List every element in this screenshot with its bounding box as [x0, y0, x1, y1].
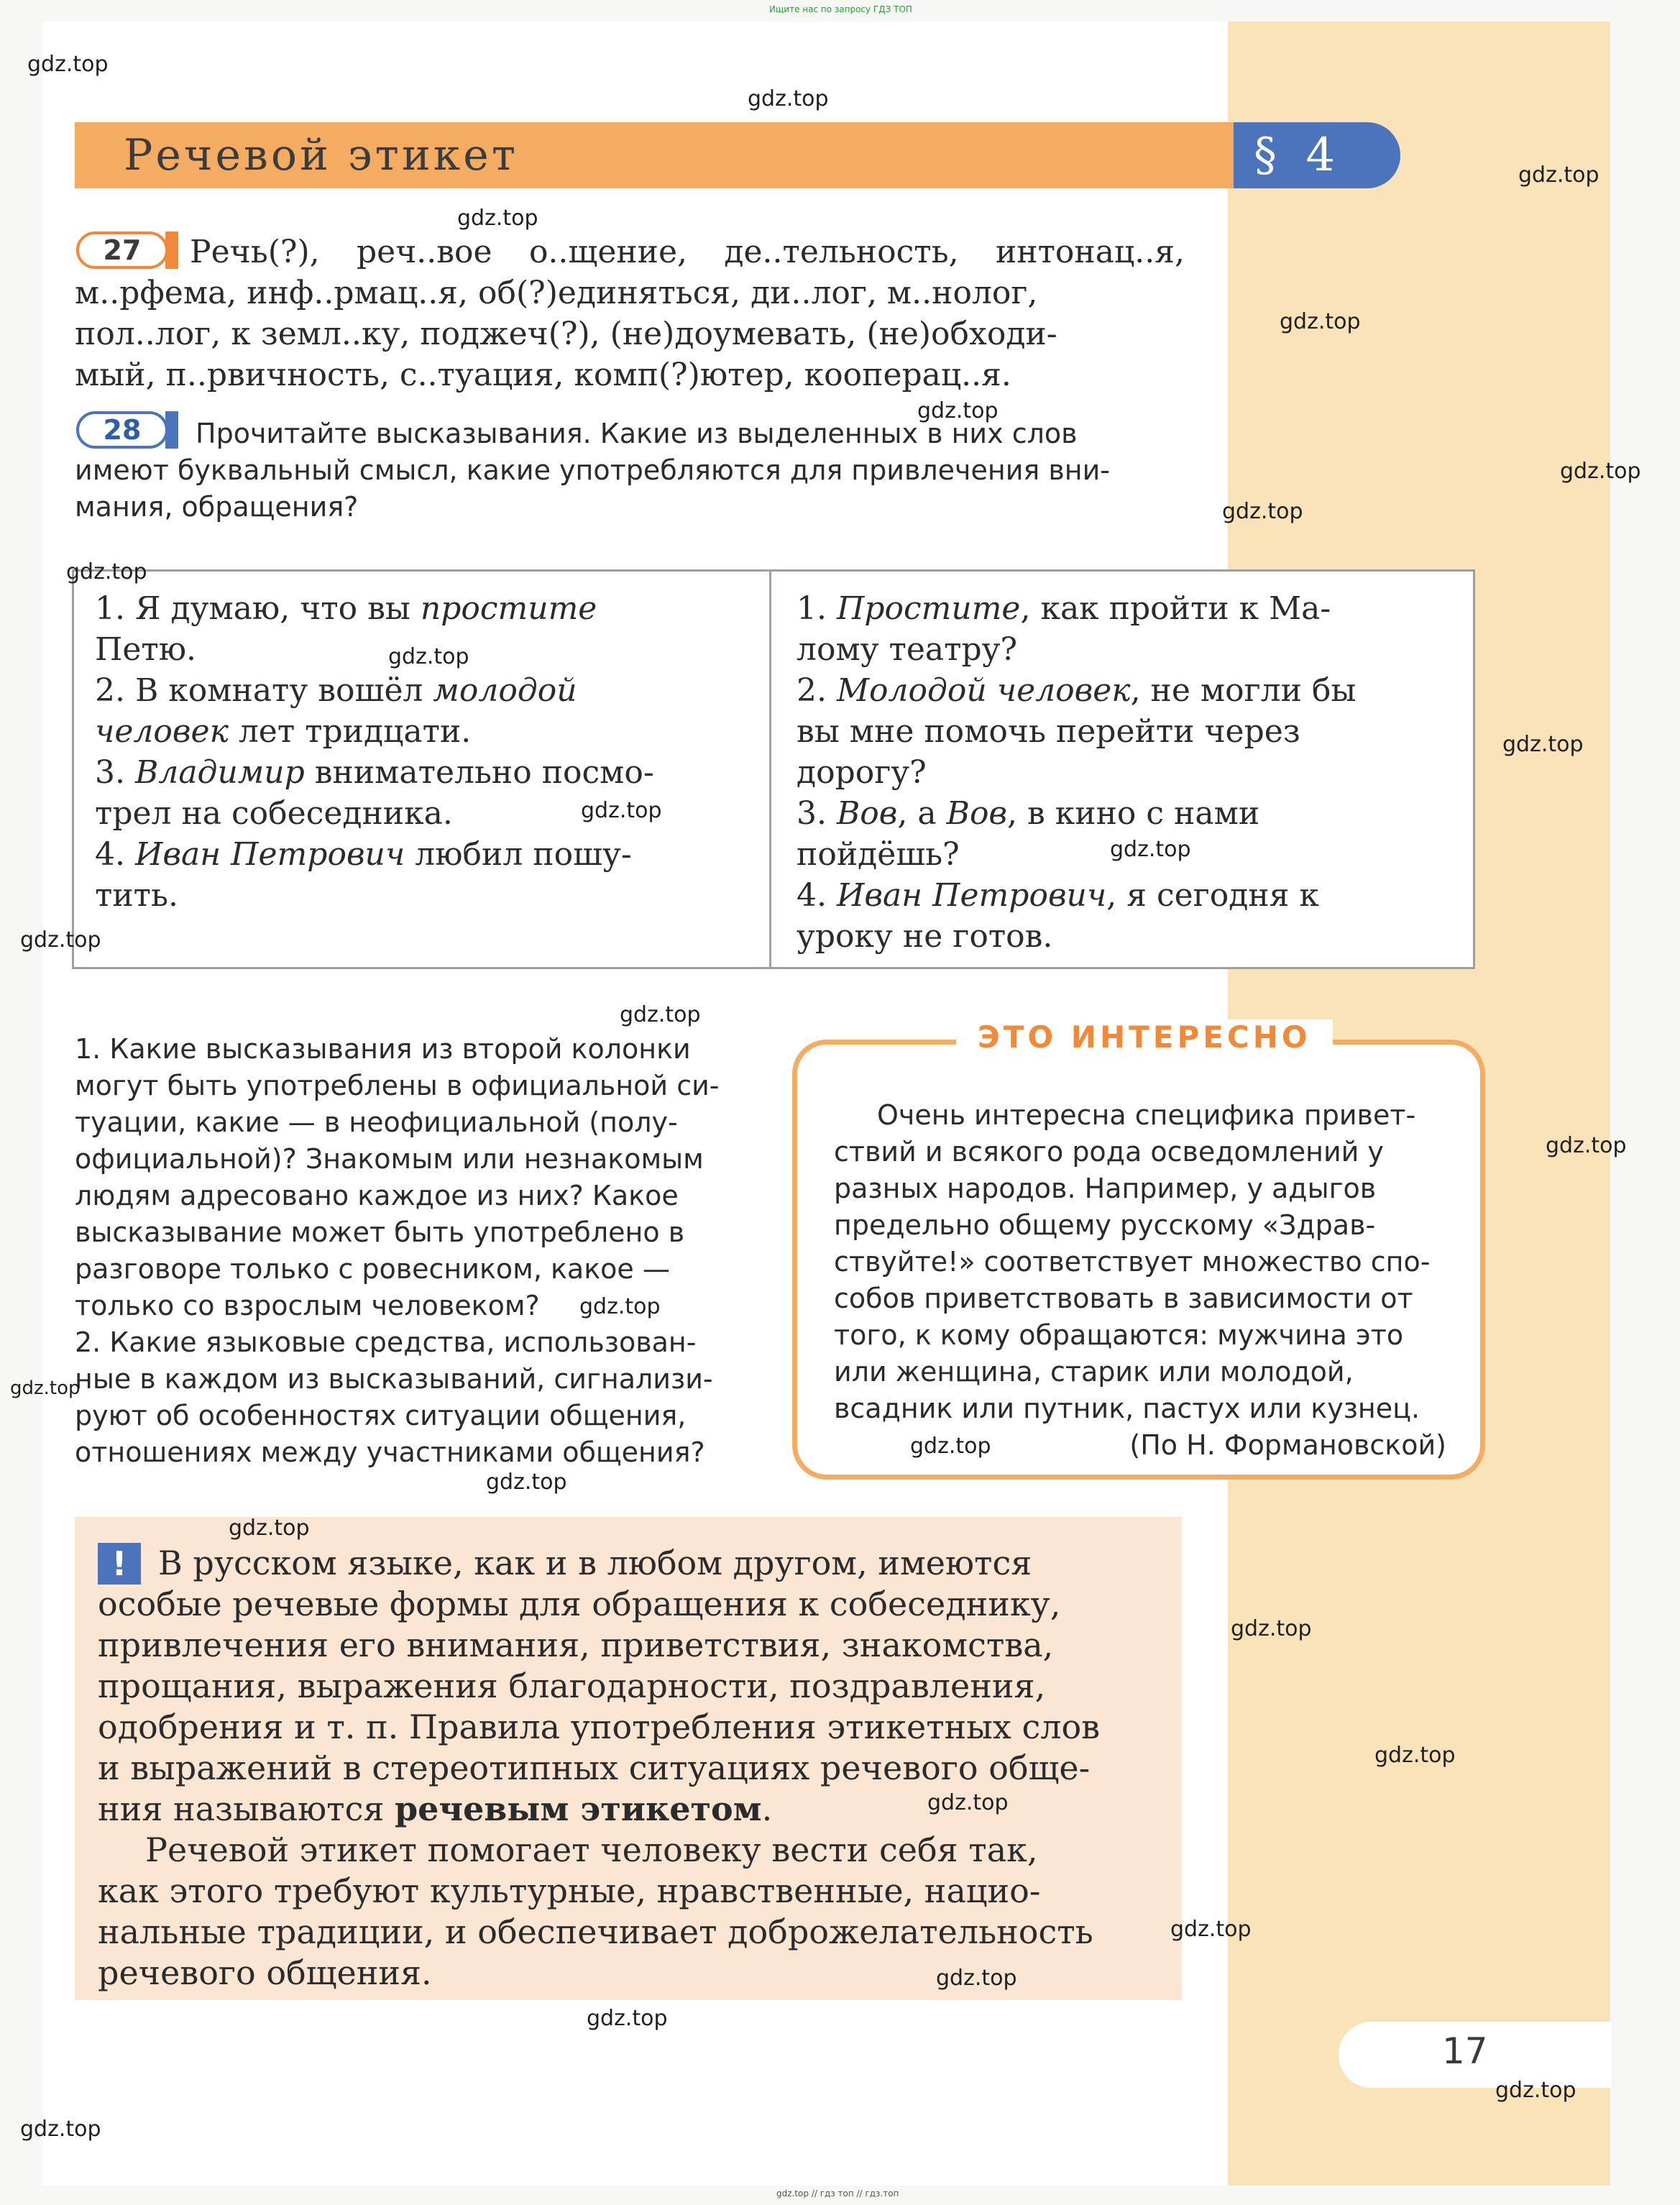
watermark: gdz.top [620, 1002, 701, 1027]
watermark: gdz.top [581, 798, 662, 823]
interesting-line: ствий и всякого рода осведомлений у [834, 1136, 1384, 1168]
exercise-28-instruction [196, 416, 1185, 452]
exercise-28-questions [75, 1031, 759, 1471]
rule-line: В русском языке, как и в любом другом, имеются [158, 1544, 1032, 1582]
quote-line: пойдёшь? [797, 836, 960, 873]
watermark: gdz.top [1518, 162, 1599, 188]
exercise-27-text-cont [75, 272, 1185, 395]
exclamation-icon: ! [98, 1543, 141, 1585]
watermark: gdz.top [1502, 732, 1584, 757]
quote-line: 1. Простите, как пройти к Ма- [797, 590, 1331, 627]
question-line: 1. Какие высказывания из второй колонки [75, 1033, 691, 1065]
watermark: gdz.top [927, 1790, 1009, 1815]
quote-line: 4. Иван Петрович любил пошу- [95, 836, 632, 873]
quotes-left-column [95, 588, 654, 916]
watermark: gdz.top [1546, 1133, 1627, 1158]
exercise-27-line: Речь(?), реч..вое о..щение, де..тельность, интонац..я, [190, 234, 1185, 270]
exercise-28-line: мания, обращения? [75, 491, 359, 523]
interesting-line: предельно общему русскому «Здрав- [834, 1209, 1376, 1241]
exercise-27-line: пол..лог, к земл..ку, поджеч(?), (не)доумевать, (не)обходи- [75, 316, 1057, 352]
question-line: людям адресовано каждое из них? Какое [75, 1180, 679, 1211]
watermark: gdz.top [1222, 499, 1303, 524]
watermark: gdz.top [936, 1966, 1017, 1991]
interesting-line: или женщина, старик или молодой, [834, 1356, 1354, 1388]
interesting-fact-source: (По Н. Формановской) [1129, 1429, 1446, 1461]
page-number: 17 [1442, 2030, 1488, 2072]
exercise-27-line: м..рфема, инф..рмац..я, об(?)единяться, ди..лог, м..нолог, [75, 275, 1038, 311]
quote-line: трел на собеседника. [95, 795, 453, 832]
watermark: gdz.top [1170, 1917, 1252, 1942]
interesting-line: Очень интересна специфика привет- [877, 1099, 1416, 1131]
quote-line: уроку не готов. [797, 918, 1053, 955]
top-note: Ищите нас по запросу ГДЗ ТОП [769, 4, 912, 14]
watermark: gdz.top [229, 1516, 310, 1541]
exercise-27-badge: 27 [76, 231, 168, 269]
quote-line: 1. Я думаю, что вы простите [95, 590, 597, 627]
section-number: § 4 [1234, 122, 1400, 188]
question-line: туации, какие — в неофициальной (полу- [75, 1106, 678, 1138]
watermark: gdz.top [486, 1470, 567, 1495]
rule-line: Речевой этикет помогает человеку вести себя так, [145, 1830, 1038, 1869]
quote-line: 3. Владимир внимательно посмо- [95, 754, 654, 791]
exercise-28-instruction-cont [75, 452, 1185, 526]
quote-line: 3. Вов, а Вов, в кино с нами [797, 795, 1260, 832]
interesting-fact-title: ЭТО ИНТЕРЕСНО [956, 1019, 1333, 1055]
exercise-27-line: мый, п..рвичность, с..туация, комп(?)ютер, кооперац..я. [75, 357, 1011, 393]
question-line: отношениях между участниками общения? [75, 1436, 705, 1468]
question-line: руют об особенностях ситуации общения, [75, 1400, 687, 1431]
exercise-28-badge: 28 [76, 411, 168, 449]
watermark: gdz.top [1110, 837, 1191, 862]
watermark: gdz.top [27, 52, 109, 77]
watermark: gdz.top [748, 86, 829, 111]
question-line: разговоре только с ровесником, какое — [75, 1253, 670, 1285]
rule-text [98, 1543, 1157, 1994]
question-line: 2. Какие языковые средства, использован- [75, 1326, 697, 1358]
exercise-28-line: имеют буквальный смысл, какие употребляются для привлечения вни- [75, 454, 1110, 486]
question-line: высказывание может быть употреблено в [75, 1216, 685, 1248]
quote-line: лому театру? [797, 631, 1018, 668]
watermark: gdz.top [579, 1294, 661, 1319]
question-line: ные в каждом из высказываний, сигнализи- [75, 1363, 713, 1395]
interesting-line: разных народов. Например, у адыгов [834, 1173, 1377, 1204]
rule-line: и выражений в стереотипных ситуациях речевого обще- [98, 1748, 1091, 1787]
watermark: gdz.top [1374, 1743, 1456, 1768]
interesting-line: ствуйте!» соответствует множество спо- [834, 1246, 1431, 1278]
quote-line: человек лет тридцати. [95, 713, 472, 750]
rule-line: привлечения его внимания, приветствия, знакомства, [98, 1626, 1054, 1664]
watermark: gdz.top [388, 644, 469, 669]
watermark: gdz.top [457, 206, 538, 231]
quote-line: 2. Молодой человек, не могли бы [797, 672, 1357, 709]
quote-line: 2. В комнату вошёл молодой [95, 672, 577, 709]
quote-line: тить. [95, 877, 178, 914]
interesting-line: всадник или путник, пастух или кузнец. [834, 1393, 1420, 1424]
quotes-table-divider [769, 569, 771, 969]
question-line: только со взрослым человеком? [75, 1290, 540, 1321]
watermark: gdz.top [1560, 459, 1641, 484]
term-speech-etiquette: речевым этикетом [394, 1789, 762, 1828]
page-title: Речевой этикет [124, 130, 519, 180]
quotes-right-column [797, 588, 1356, 957]
watermark: gdz.top [20, 927, 101, 953]
rule-line: особые речевые формы для обращения к собеседнику, [98, 1585, 1061, 1623]
question-line: могут быть употреблены в официальной си- [75, 1070, 720, 1101]
exercise-27-text [190, 231, 1185, 272]
quote-line: Петю. [95, 631, 197, 668]
rule-line: ния называются речевым этикетом. [98, 1789, 773, 1828]
watermark: gdz.top [10, 1377, 81, 1399]
interesting-line: того, к кому обращаются: мужчина это [834, 1319, 1404, 1351]
quote-line: вы мне помочь перейти через [797, 713, 1300, 750]
interesting-fact-text [834, 1097, 1446, 1464]
watermark: gdz.top [1280, 309, 1361, 334]
exercise-28-line: Прочитайте высказывания. Какие из выделенных в них слов [196, 418, 1078, 449]
quote-line: дорогу? [797, 754, 927, 791]
watermark: gdz.top [1231, 1616, 1312, 1641]
rule-line: речевого общения. [98, 1953, 432, 1992]
watermark: gdz.top [66, 559, 147, 585]
bottom-note: gdz.top // гдз топ // гдз.топ [776, 2188, 899, 2199]
interesting-line: собов приветствовать в зависимости от [834, 1283, 1413, 1314]
watermark: gdz.top [20, 2117, 101, 2142]
rule-line: одобрения и т. п. Правила употребления этикетных слов [98, 1707, 1101, 1746]
rule-line: нальные традиции, и обеспечивает доброжелательность [98, 1912, 1093, 1951]
rule-line: как этого требуют культурные, нравственные, нацио- [98, 1871, 1041, 1910]
rule-line: прощания, выражения благодарности, поздравления, [98, 1667, 1046, 1705]
watermark: gdz.top [1495, 2078, 1576, 2103]
quote-line: 4. Иван Петрович, я сегодня к [797, 877, 1319, 914]
watermark: gdz.top [910, 1434, 991, 1459]
watermark: gdz.top [587, 2006, 668, 2031]
watermark: gdz.top [917, 398, 999, 423]
question-line: официальной)? Знакомым или незнакомым [75, 1143, 704, 1175]
